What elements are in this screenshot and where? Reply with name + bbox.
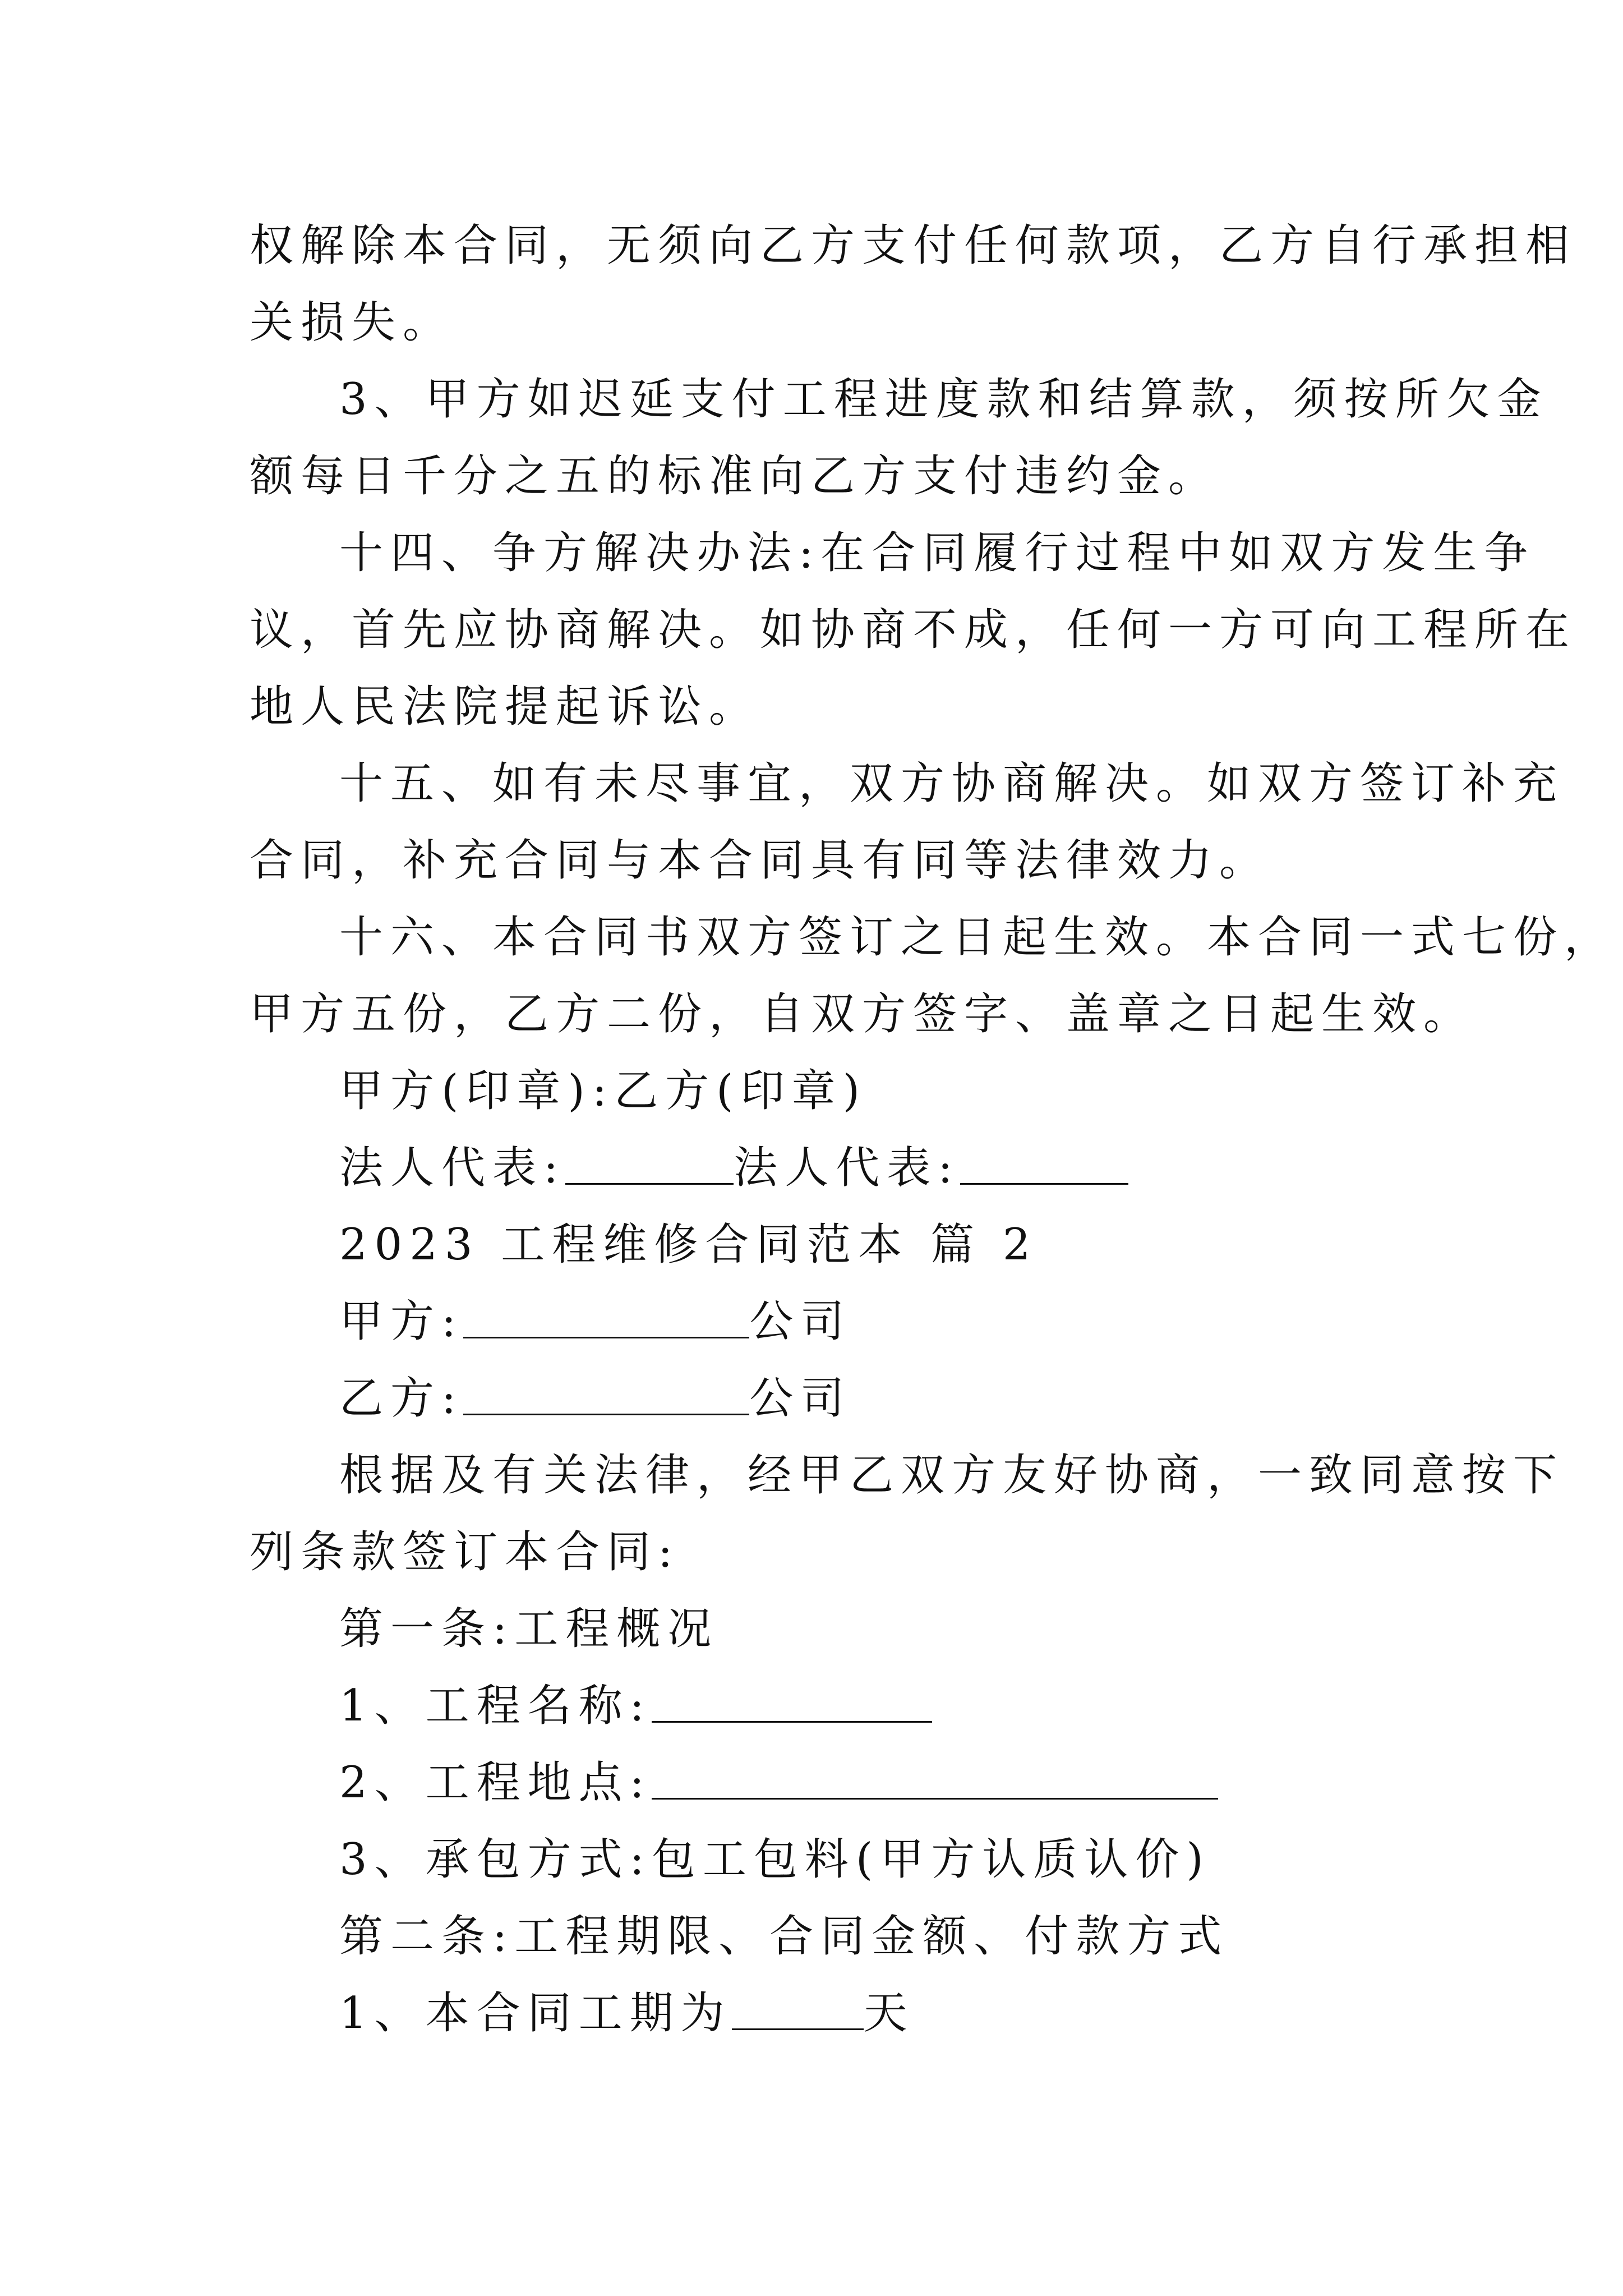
text-line: 关损失。 bbox=[250, 297, 454, 348]
document-page bbox=[250, 208, 1616, 2052]
text-line: 议，首先应协商解决。如协商不成，任何一方可向工程所在 bbox=[250, 605, 1577, 655]
label: 法人代表: bbox=[734, 1143, 960, 1193]
article-heading: 第一条:工程概况 bbox=[339, 1604, 719, 1654]
contract-period-line bbox=[250, 1975, 1382, 2052]
label: 甲方: bbox=[339, 1296, 464, 1347]
text-line: 3、承包方式:包工包料(甲方认质认价) bbox=[339, 1834, 1211, 1885]
text-line: 十五、如有未尽事宜，双方协商解决。如双方签订补充 bbox=[339, 758, 1565, 809]
project-location-line bbox=[250, 1745, 1382, 1821]
text-line: 十四、争方解决办法:在合同履行过程中如双方发生争 bbox=[339, 528, 1536, 578]
text-line: 十六、本合同书双方签订之日起生效。本合同一式七份， bbox=[339, 912, 1616, 963]
blank-field[interactable] bbox=[565, 1144, 734, 1185]
legal-representative-line bbox=[250, 1130, 1382, 1207]
text-line: 地人民法院提起诉讼。 bbox=[250, 682, 760, 732]
blank-field[interactable] bbox=[463, 1374, 749, 1415]
label: 公司 bbox=[749, 1296, 852, 1347]
label: 2、工程地点: bbox=[339, 1757, 652, 1808]
label: 1、工程名称: bbox=[339, 1681, 652, 1731]
blank-field[interactable] bbox=[732, 1989, 864, 2030]
label: 公司 bbox=[749, 1373, 852, 1424]
text-line: 列条款签订本合同: bbox=[250, 1527, 680, 1577]
blank-field[interactable] bbox=[652, 1759, 1218, 1800]
party-b-line bbox=[250, 1360, 1382, 1437]
label: 1、本合同工期为 bbox=[339, 1988, 732, 2039]
blank-field[interactable] bbox=[652, 1682, 932, 1723]
signature-party-line: 甲方(印章):乙方(印章) bbox=[339, 1066, 868, 1116]
text-line: 额每日千分之五的标准向乙方支付违约金。 bbox=[250, 451, 1220, 501]
text-line: 合同，补充合同与本合同具有同等法律效力。 bbox=[250, 835, 1271, 886]
blank-field[interactable] bbox=[960, 1144, 1128, 1185]
label: 天 bbox=[863, 1988, 915, 2039]
blank-field[interactable] bbox=[463, 1297, 749, 1338]
project-name-line bbox=[250, 1668, 1382, 1745]
party-a-line bbox=[250, 1283, 1382, 1360]
label: 法人代表: bbox=[339, 1143, 566, 1193]
section-heading: 2023 工程维修合同范本 篇 2 bbox=[339, 1220, 1038, 1270]
text-line: 权解除本合同，无须向乙方支付任何款项，乙方自行承担相 bbox=[250, 220, 1577, 271]
article-heading: 第二条:工程期限、合同金额、付款方式 bbox=[339, 1911, 1229, 1962]
text-line: 3、甲方如迟延支付工程进度款和结算款，须按所欠金 bbox=[339, 374, 1548, 425]
label: 乙方: bbox=[339, 1373, 464, 1424]
text-line: 甲方五份，乙方二份，自双方签字、盖章之日起生效。 bbox=[250, 989, 1475, 1039]
text-line: 根据及有关法律，经甲乙双方友好协商，一致同意按下 bbox=[339, 1450, 1565, 1501]
